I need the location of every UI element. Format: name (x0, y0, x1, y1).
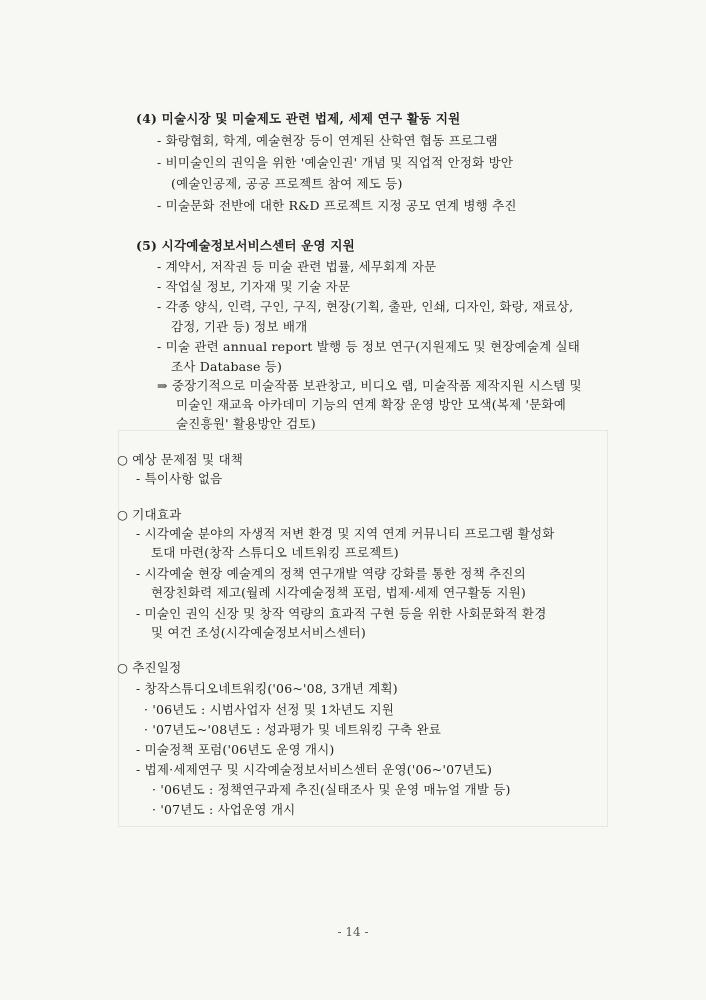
schedule-subitem: · '06년도 : 정책연구과제 추진(실태조사 및 운영 매뉴얼 개발 등) (152, 782, 511, 797)
problems-item: - 특이사항 없음 (136, 471, 223, 486)
effects-item: - 시각예술 분야의 자생적 저변 환경 및 지역 연계 커뮤니티 프로그램 활성화 (136, 526, 555, 541)
schedule-heading: ○ 추진일정 (117, 660, 182, 675)
section-4-item: - 미술문화 전반에 대한 R&D 프로젝트 지정 공모 연계 병행 추진 (157, 198, 517, 213)
effects-item-cont: 토대 마련(창작 스튜디오 네트워킹 프로젝트) (151, 545, 399, 560)
section-4-heading: (4) 미술시장 및 미술제도 관련 법제, 세제 연구 활동 지원 (136, 111, 461, 126)
schedule-item: - 법제·세제연구 및 시각예술정보서비스센터 운영('06~'07년도) (136, 762, 493, 777)
problems-heading: ○ 예상 문제점 및 대책 (117, 452, 244, 467)
section-5-arrow-cont: 술진흥원' 활용방안 검토) (176, 416, 316, 431)
schedule-subitem: · '06년도 : 시범사업자 선정 및 1차년도 지원 (144, 702, 395, 717)
section-5-arrow-cont: 미술인 재교육 아카데미 기능의 연계 확장 운영 방안 모색(복제 '문화예 (176, 397, 566, 412)
section-5-item: - 계약서, 저작권 등 미술 관련 법률, 세무회계 자문 (157, 259, 437, 274)
schedule-subitem: · '07년도 : 사업운영 개시 (152, 802, 296, 817)
effects-item-cont: 현장친화력 제고(월례 시각예술정책 포럼, 법제·세제 연구활동 지원) (151, 585, 526, 600)
effects-item: - 시각예술 현장 예술계의 정책 연구개발 역량 강화를 통한 정책 추진의 (136, 566, 526, 581)
schedule-item: - 미술정책 포럼('06년도 운영 개시) (136, 742, 335, 757)
section-4-item: - 비미술인의 권익을 위한 '예술인권' 개념 및 직업적 안정화 방안 (157, 155, 514, 170)
section-5-item-cont: 조사 Database 등) (171, 359, 283, 374)
section-5-item: - 작업실 정보, 기자재 및 기술 자문 (157, 279, 351, 294)
schedule-subitem: · '07년도~'08년도 : 성과평가 및 네트워킹 구축 완료 (144, 722, 442, 737)
section-5-item: - 각종 양식, 인력, 구인, 구직, 현장(기획, 출판, 인쇄, 디자인, 화랑, 재료상, (157, 299, 574, 314)
section-4-item-cont: (예술인공제, 공공 프로젝트 참여 제도 등) (171, 176, 403, 191)
effects-item: - 미술인 권익 신장 및 창작 역량의 효과적 구현 등을 위한 사회문화적 환경 (136, 606, 547, 621)
effects-item-cont: 및 여건 조성(시각예술정보서비스센터) (151, 625, 366, 640)
page-number: - 14 - (337, 925, 369, 939)
section-5-arrow-item: ⇒ 중장기적으로 미술작품 보관창고, 비디오 랩, 미술작품 제작지원 시스템 및 (157, 378, 582, 393)
section-5-item-cont: 감정, 기관 등) 정보 배개 (171, 319, 308, 334)
effects-heading: ○ 기대효과 (117, 507, 182, 522)
section-5-heading: (5) 시각예술정보서비스센터 운영 지원 (136, 238, 355, 253)
section-4-item: - 화랑협회, 학계, 예술현장 등이 연계된 산학연 협동 프로그램 (157, 133, 498, 148)
schedule-item: - 창작스튜디오네트워킹('06~'08, 3개년 계획) (136, 681, 398, 696)
section-5-item: - 미술 관련 annual report 발행 등 정보 연구(지원제도 및 현장예술계 실태 (157, 339, 581, 354)
